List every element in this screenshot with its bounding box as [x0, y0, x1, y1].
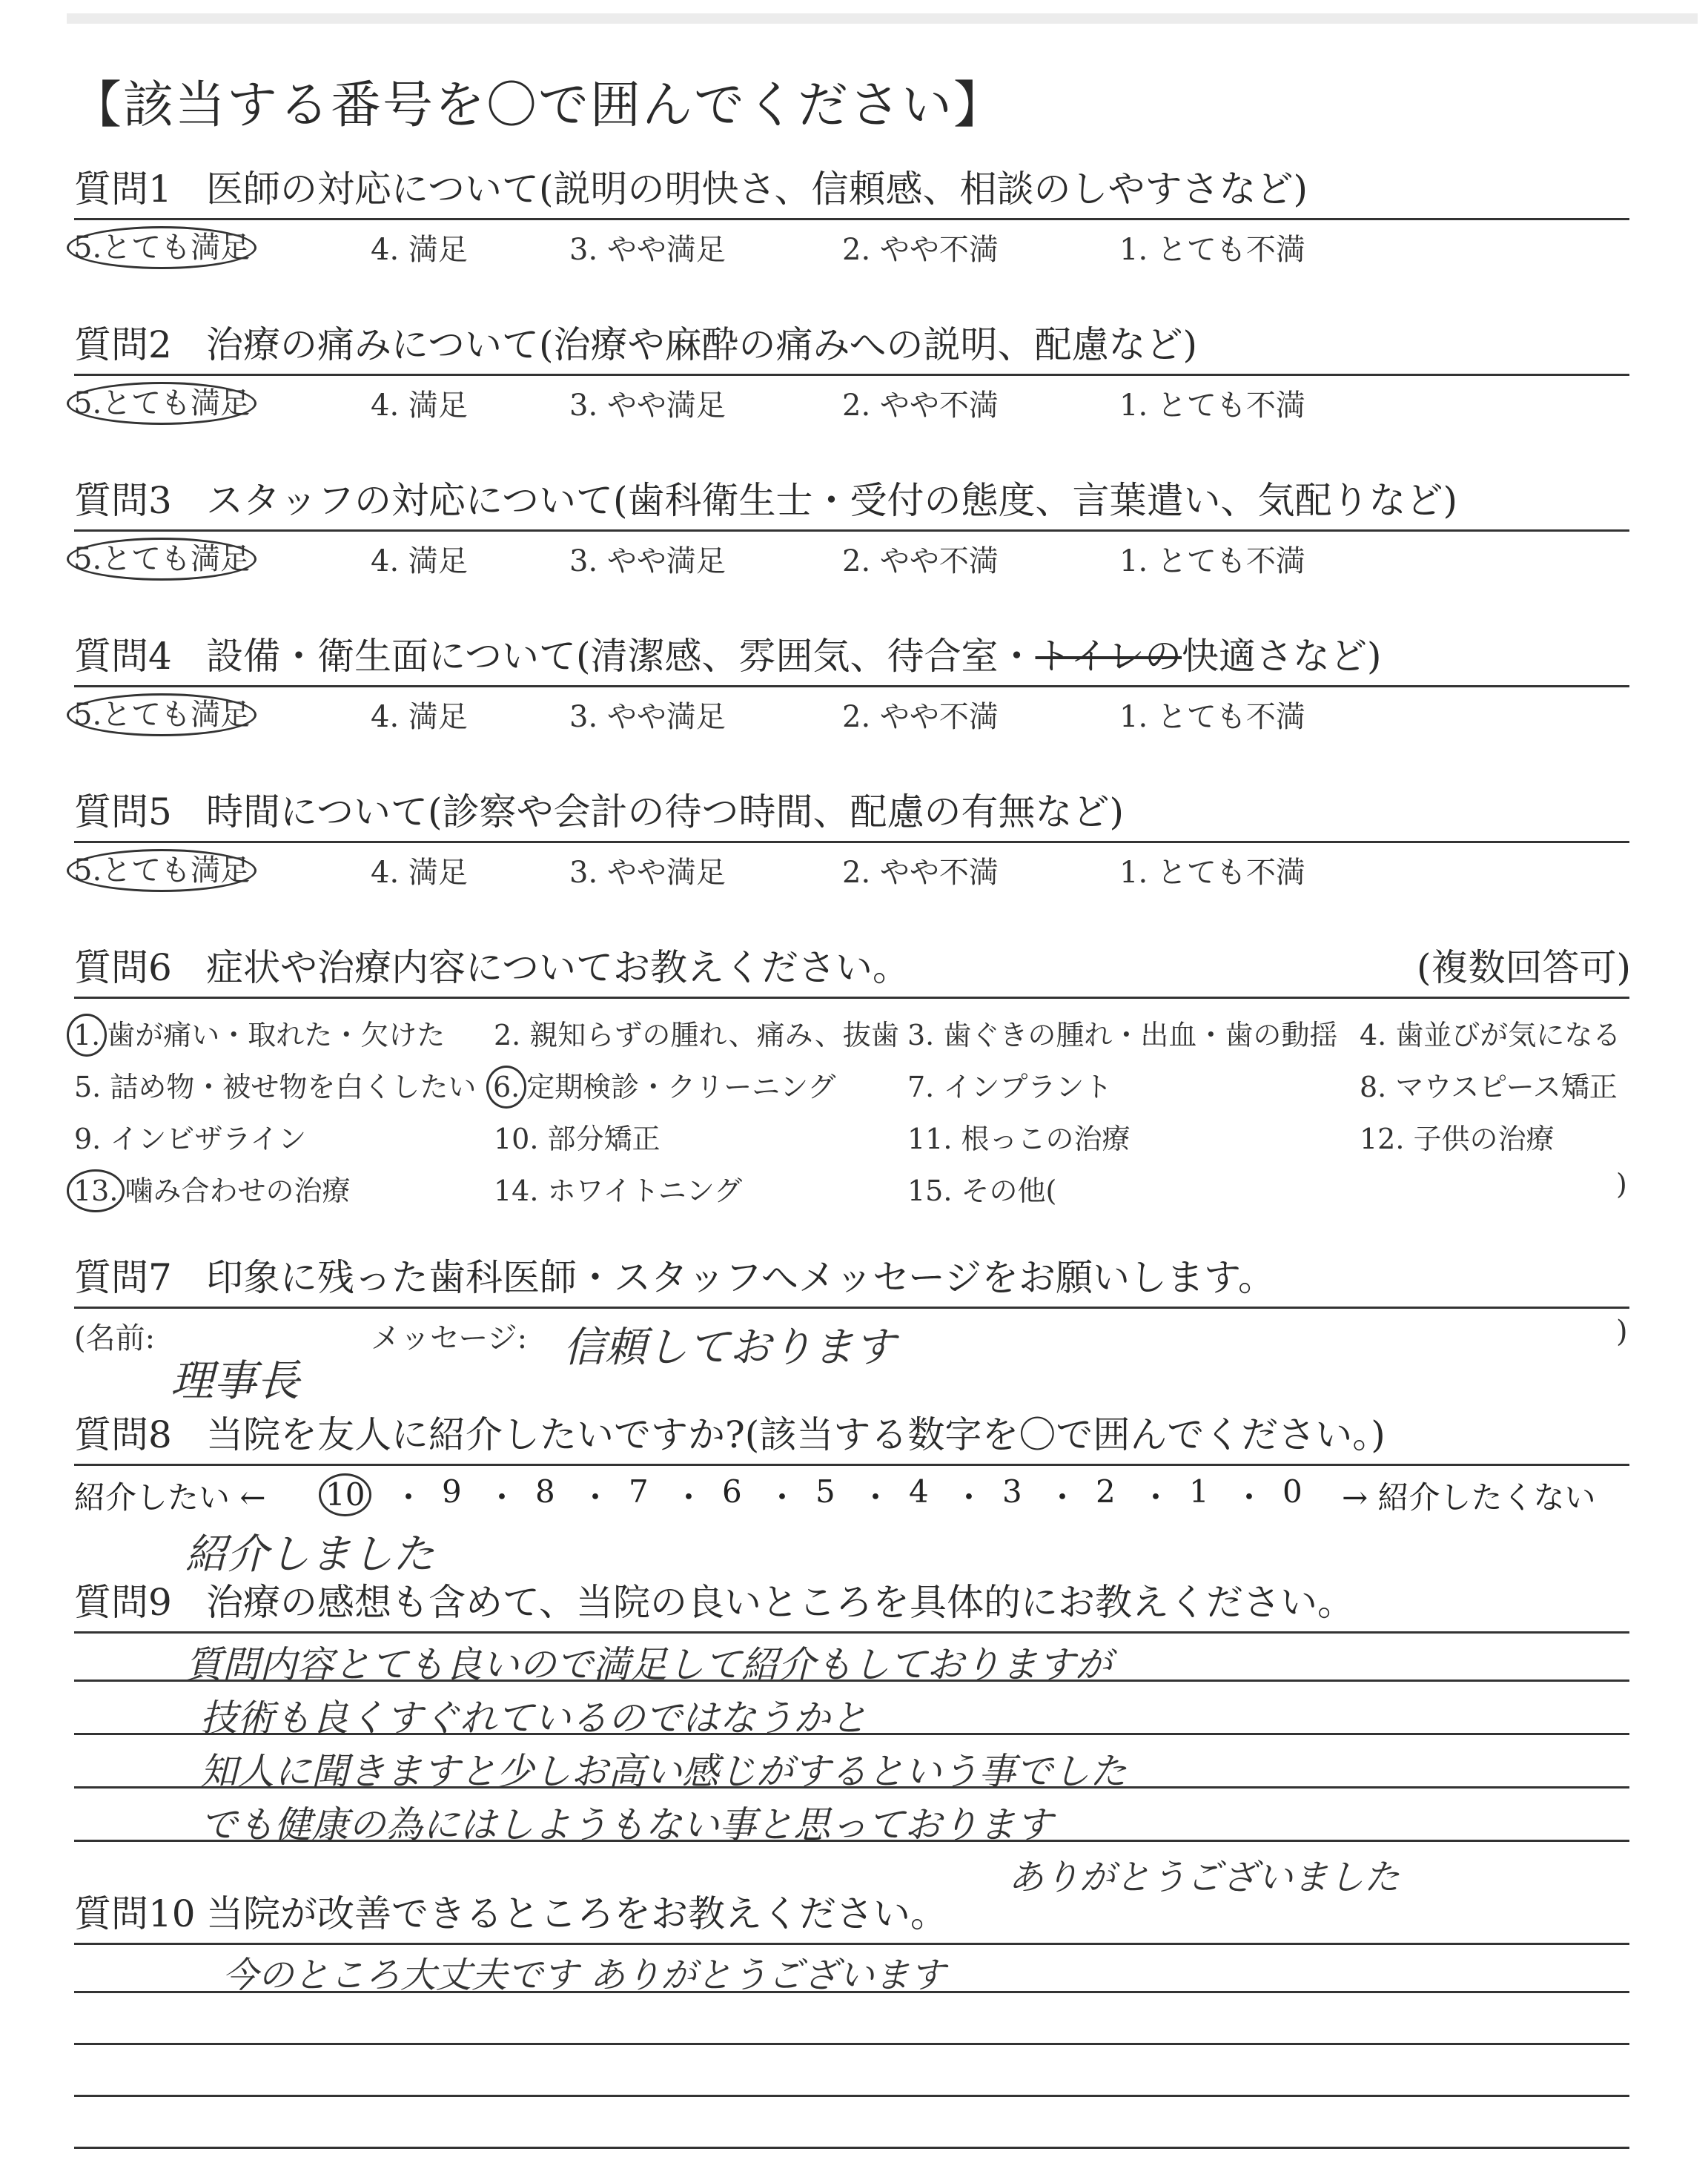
scale-value-1[interactable]: 1	[1189, 1473, 1209, 1510]
question-6	[74, 943, 1631, 1229]
answer-line-4: でも健康の為にはしようもない事と思っております	[200, 1803, 1053, 1846]
ruled-line	[74, 2043, 1629, 2045]
symptom-option-8[interactable]: 8. マウスピース矯正	[1360, 1071, 1618, 1103]
option-2[interactable]: 2. やや不満	[842, 233, 999, 267]
scale-value-0[interactable]: 0	[1282, 1473, 1302, 1510]
selected-circle: 10	[319, 1473, 371, 1516]
scale-value-6[interactable]: 6	[722, 1473, 742, 1510]
symptom-option-9[interactable]: 9. インビザライン	[74, 1123, 307, 1155]
struck-text: トイレの	[1035, 635, 1182, 678]
message-area	[74, 1309, 1631, 1406]
symptom-option-11[interactable]: 11. 根っこの治療	[907, 1123, 1131, 1155]
question-3-heading: 質問3 スタッフの対応について(歯科衛生士・受付の態度、言葉遣い、気配りなど)	[74, 479, 1458, 522]
other-close-paren: )	[1616, 1168, 1627, 1200]
selected-circle: 5.とても満足	[67, 382, 256, 425]
question-8	[74, 1410, 1631, 1579]
option-5[interactable]	[74, 538, 256, 581]
question-1	[74, 165, 1631, 271]
symptom-option-15[interactable]: 15. その他(	[907, 1175, 1057, 1207]
divider	[74, 374, 1629, 376]
option-4[interactable]: 4. 満足	[371, 233, 468, 267]
option-1[interactable]: 1. とても不満	[1119, 856, 1305, 890]
selected-circle: 5.とても満足	[67, 538, 256, 581]
divider	[74, 1631, 1629, 1634]
question-4	[74, 632, 1631, 738]
option-1[interactable]: 1. とても不満	[1119, 544, 1305, 578]
option-2[interactable]: 2. やや不満	[842, 700, 999, 734]
symptom-option-2[interactable]: 2. 親知らずの腫れ、痛み、抜歯	[494, 1019, 899, 1051]
question-3	[74, 476, 1631, 582]
divider	[74, 1943, 1629, 1945]
scale-value-3[interactable]: 3	[1002, 1473, 1022, 1510]
option-4[interactable]: 4. 満足	[371, 700, 468, 734]
divider	[74, 218, 1629, 220]
scale-dot: ・	[486, 1479, 518, 1516]
scale-value-2[interactable]: 2	[1096, 1473, 1116, 1510]
question-9	[74, 1578, 1631, 1898]
question-5	[74, 787, 1631, 894]
answer-line-3: 知人に聞きますと少しお高い感じがするという事でした	[200, 1750, 1127, 1793]
symptom-option-12[interactable]: 12. 子供の治療	[1360, 1123, 1555, 1155]
rating-options	[74, 226, 1631, 271]
question-9-heading: 質問9 治療の感想も含めて、当院の良いところを具体的にお教えください。	[74, 1581, 1354, 1624]
option-2[interactable]: 2. やや不満	[842, 856, 999, 890]
recommend-scale	[74, 1473, 1631, 1525]
rating-options	[74, 538, 1631, 582]
scale-value-4[interactable]: 4	[909, 1473, 929, 1510]
divider	[74, 685, 1629, 687]
name-label: (名前:	[74, 1321, 156, 1355]
scale-value-8[interactable]: 8	[535, 1473, 555, 1510]
scale-dot: ・	[1140, 1479, 1172, 1516]
option-2[interactable]: 2. やや不満	[842, 544, 999, 578]
option-3[interactable]: 3. やや満足	[569, 544, 726, 578]
selected-circle: 5.とても満足	[67, 849, 256, 892]
question-4-heading: 質問4 設備・衛生面について(清潔感、雰囲気、待合室・トイレの快適さなど)	[74, 635, 1382, 678]
improvement-answer: 今のところ大丈夫です ありがとうございます	[222, 1955, 946, 1996]
symptom-option-7[interactable]: 7. インプラント	[907, 1071, 1113, 1103]
selected-circle: 5.とても満足	[67, 693, 256, 736]
message-handwritten: 信頼しております	[563, 1324, 896, 1372]
name-handwritten: 理事長	[171, 1355, 300, 1406]
symptom-option-10[interactable]: 10. 部分矯正	[494, 1123, 661, 1155]
message-close-paren: )	[1616, 1315, 1628, 1349]
rating-options	[74, 849, 1631, 894]
selected-circle: 13.	[67, 1169, 125, 1212]
symptom-option-14[interactable]: 14. ホワイトニング	[494, 1175, 743, 1207]
scale-value-5[interactable]: 5	[815, 1473, 835, 1510]
symptom-option-1[interactable]: 1. 歯が痛い・取れた・欠けた	[74, 1012, 445, 1057]
option-1[interactable]: 1. とても不満	[1119, 700, 1305, 734]
option-4[interactable]: 4. 満足	[371, 544, 468, 578]
option-4[interactable]: 4. 満足	[371, 856, 468, 890]
question-8-heading: 質問8 当院を友人に紹介したいですか?(該当する数字を〇で囲んでください。)	[74, 1413, 1386, 1456]
symptom-option-3[interactable]: 3. 歯ぐきの腫れ・出血・歯の動揺	[907, 1019, 1338, 1051]
question-7-heading: 質問7 印象に残った歯科医師・スタッフへメッセージをお願いします。	[74, 1256, 1275, 1299]
symptom-option-5[interactable]: 5. 詰め物・被せ物を白くしたい	[74, 1071, 477, 1103]
answer-line-5: ありがとうございました	[1008, 1857, 1400, 1898]
scale-dot: ・	[860, 1479, 892, 1516]
referral-handwritten: 紹介しました	[185, 1530, 434, 1579]
option-2[interactable]: 2. やや不満	[842, 389, 999, 423]
scale-dot: ・	[767, 1479, 798, 1516]
scale-value-7[interactable]: 7	[629, 1473, 649, 1510]
option-5[interactable]	[74, 693, 256, 736]
symptom-option-4[interactable]: 4. 歯並びが気になる	[1360, 1019, 1621, 1051]
answer-line-1: 質問内容とても良いので満足して紹介もしておりますが	[185, 1643, 1112, 1686]
symptom-options	[74, 1006, 1631, 1229]
message-label: メッセージ:	[371, 1321, 528, 1355]
option-5[interactable]	[74, 382, 256, 425]
multiple-answers-note: (複数回答可)	[1416, 946, 1631, 989]
top-band	[67, 13, 1698, 24]
symptom-option-13[interactable]: 13. 噛み合わせの治療	[74, 1168, 350, 1212]
ruled-line	[74, 2095, 1629, 2097]
scale-value-9[interactable]: 9	[442, 1473, 462, 1510]
option-5[interactable]	[74, 226, 256, 269]
divider	[74, 997, 1629, 999]
scale-dot: ・	[953, 1479, 985, 1516]
option-1[interactable]: 1. とても不満	[1119, 233, 1305, 267]
scale-dot: ・	[580, 1479, 612, 1516]
rating-options	[74, 693, 1631, 738]
divider	[74, 841, 1629, 843]
selected-circle: 5.とても満足	[67, 226, 256, 269]
option-3[interactable]: 3. やや満足	[569, 233, 726, 267]
question-6-heading: 質問6 症状や治療内容についてお教えください。 (複数回答可)	[74, 943, 1631, 992]
option-4[interactable]: 4. 満足	[371, 389, 468, 423]
option-1[interactable]: 1. とても不満	[1119, 389, 1305, 423]
answer-line-2: 技術も良くすぐれているのではなうかと	[200, 1697, 867, 1740]
option-5[interactable]	[74, 849, 256, 892]
selected-circle: 1.	[67, 1014, 107, 1057]
question-2	[74, 320, 1631, 426]
scale-dot: ・	[1234, 1479, 1265, 1516]
scale-dot: ・	[1047, 1479, 1079, 1516]
page-title: 【該当する番号を〇で囲んでください】	[71, 76, 1006, 135]
symptom-option-6[interactable]: 6. 定期検診・クリーニング	[494, 1064, 836, 1109]
ruled-line	[74, 2147, 1629, 2149]
selected-circle: 6.	[486, 1066, 526, 1109]
question-2-heading: 質問2 治療の痛みについて(治療や麻酔の痛みへの説明、配慮など)	[74, 323, 1198, 366]
option-3[interactable]: 3. やや満足	[569, 856, 726, 890]
divider	[74, 1464, 1629, 1466]
question-10	[74, 1889, 1631, 1996]
option-3[interactable]: 3. やや満足	[569, 389, 726, 423]
scale-right-label: → 紹介したくない	[1342, 1479, 1596, 1516]
question-10-heading: 質問10 当院が改善できるところをお教えください。	[74, 1892, 947, 1935]
question-7	[74, 1253, 1631, 1406]
scale-dot: ・	[673, 1479, 705, 1516]
question-5-heading: 質問5 時間について(診察や会計の待つ時間、配慮の有無など)	[74, 790, 1125, 833]
scale-left-label: 紹介したい ←	[74, 1479, 266, 1516]
question-1-heading: 質問1 医師の対応について(説明の明快さ、信頼感、相談のしやすさなど)	[74, 168, 1308, 211]
scale-dot: ・	[393, 1479, 425, 1516]
divider	[74, 529, 1629, 532]
rating-options	[74, 382, 1631, 426]
option-3[interactable]: 3. やや満足	[569, 700, 726, 734]
